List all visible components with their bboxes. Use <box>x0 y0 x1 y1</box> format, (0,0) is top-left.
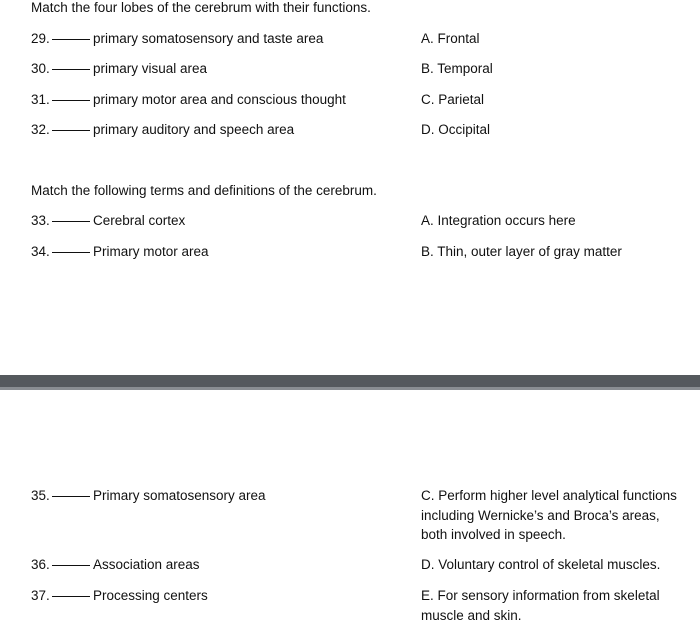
question-term: Cerebral cortex <box>93 213 186 228</box>
question-term: Primary motor area <box>93 244 209 259</box>
answer-blank[interactable] <box>52 564 90 566</box>
answer-choice: C. Parietal <box>421 92 485 107</box>
question-term: Processing centers <box>93 588 208 603</box>
question-number: 29. <box>31 31 92 46</box>
answer-blank[interactable] <box>52 495 90 497</box>
answer-choice: D. Voluntary control of skeletal muscles. <box>421 557 661 572</box>
question-term: primary visual area <box>93 61 208 76</box>
question-number: 32. <box>31 122 92 137</box>
question-term: primary motor area and conscious thought <box>93 92 346 107</box>
question-number: 34. <box>31 244 92 259</box>
question-number: 37. <box>31 588 92 603</box>
page-divider-shade <box>0 387 700 390</box>
answer-choice: D. Occipital <box>421 122 491 137</box>
answer-blank[interactable] <box>52 68 90 70</box>
answer-blank[interactable] <box>52 595 90 597</box>
question-term: primary somatosensory and taste area <box>93 31 324 46</box>
answer-choice: C. Perform higher level analytical functions including Wernicke’s and Broca’s areas, both involved in speech. <box>421 488 677 542</box>
question-term: Primary somatosensory area <box>93 488 266 503</box>
answer-choice: E. For sensory information from skeletal muscle and skin. <box>421 588 660 623</box>
question-term: Association areas <box>93 557 200 572</box>
answer-choice: B. Temporal <box>421 61 493 76</box>
question-number: 33. <box>31 213 92 228</box>
answer-blank[interactable] <box>52 99 90 101</box>
answer-blank[interactable] <box>52 251 90 253</box>
answer-blank[interactable] <box>52 129 90 131</box>
question-term: primary auditory and speech area <box>93 122 295 137</box>
question-number: 30. <box>31 61 92 76</box>
question-number: 35. <box>31 488 92 503</box>
answer-choice: B. Thin, outer layer of gray matter <box>421 244 622 259</box>
answer-choice: A. Integration occurs here <box>421 213 576 228</box>
section1-heading: Match the four lobes of the cerebrum with their functions. <box>31 0 371 15</box>
answer-blank[interactable] <box>52 38 90 40</box>
answer-choice: A. Frontal <box>421 31 480 46</box>
section2-heading: Match the following terms and definitions of the cerebrum. <box>31 183 377 198</box>
question-number: 31. <box>31 92 92 107</box>
answer-blank[interactable] <box>52 220 90 222</box>
question-number: 36. <box>31 557 92 572</box>
